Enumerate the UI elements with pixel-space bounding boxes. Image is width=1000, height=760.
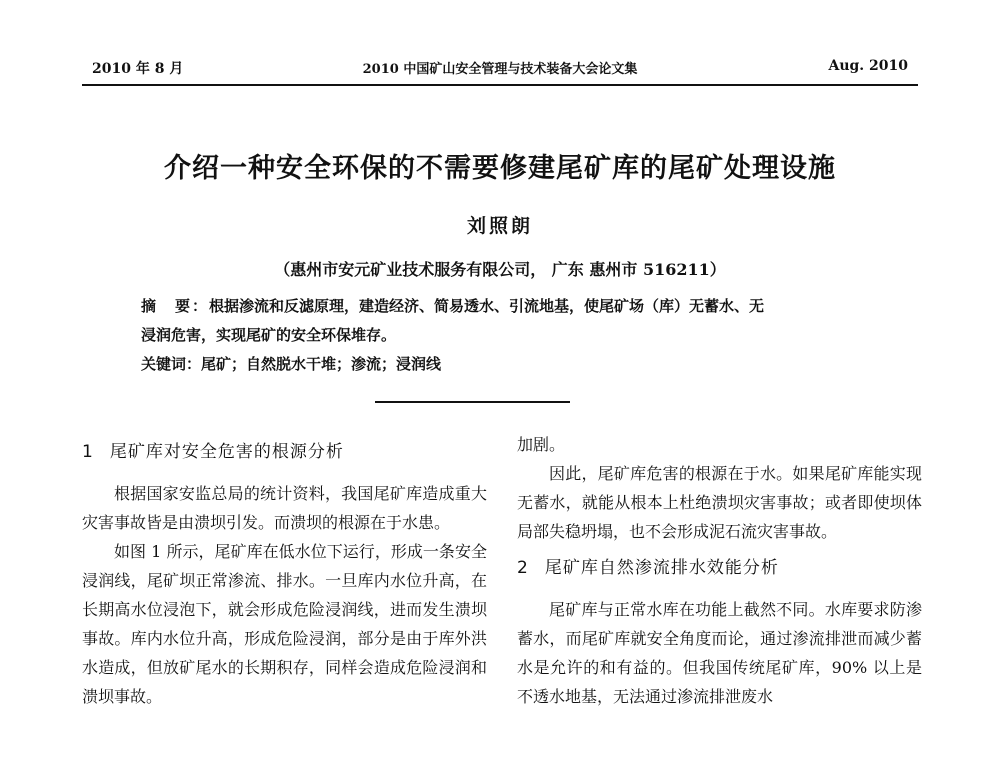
section-1-title: 尾矿库对安全危害的根源分析 xyxy=(109,442,344,462)
section-2-paragraph-1: 尾矿库与正常水库在功能上截然不同。水库要求防渗蓄水，而尾矿库就安全角度而论，通过渗流排泄而减少蓄水是允许的和有益的。但我国传统尾矿库，90% 以上是不透水地基，无法通过渗流排泄废水 xyxy=(517,600,922,706)
header-rule xyxy=(82,84,918,86)
abstract-label: 摘 要： xyxy=(141,297,210,315)
header-proceedings-title: 2010 中国矿山安全管理与技术装备大会论文集 xyxy=(362,62,638,77)
keywords-text: 尾矿；自然脱水干堆；渗流；浸润线 xyxy=(201,355,442,373)
section-2-heading xyxy=(517,554,922,583)
continuation-text: 加剧。 xyxy=(517,435,566,454)
abstract-text-2: 浸润危害，实现尾矿的安全环保堆存。 xyxy=(141,326,397,344)
left-column xyxy=(82,430,487,711)
header-date: 2010 年 8 月 xyxy=(92,61,184,77)
right-column xyxy=(517,430,922,711)
keywords-line xyxy=(141,350,861,379)
section-2-title: 尾矿库自然渗流排水效能分析 xyxy=(544,558,779,578)
author-affiliation: （惠州市安元矿业技术服务有限公司， 广东 惠州市 516211） xyxy=(274,260,726,279)
section-1-heading xyxy=(82,438,487,467)
abstract-text-1: 根据渗流和反滤原理，建造经济、简易透水、引流地基，使尾矿场（库）无蓄水、无 xyxy=(209,297,765,315)
abstract-line-1 xyxy=(141,292,861,321)
keywords-label: 关键词： xyxy=(141,355,202,373)
abstract-block xyxy=(141,292,861,379)
abstract-divider xyxy=(375,401,570,403)
running-head xyxy=(92,58,908,82)
section-2-number: 2 xyxy=(517,558,529,578)
abstract-line-2 xyxy=(141,321,861,350)
right-paragraph-1: 因此，尾矿库危害的根源在于水。如果尾矿库能实现无蓄水，就能从根本上杜绝溃坝灾害事故；或者即使坝体局部失稳坍塌，也不会形成泥石流灾害事故。 xyxy=(517,464,922,541)
author-name: 刘照朗 xyxy=(466,215,533,237)
section-1-paragraph-2: 如图 1 所示，尾矿库在低水位下运行，形成一条安全浸润线，尾矿坝正常渗流、排水。一旦库内水位升高，在长期高水位浸泡下，就会形成危险浸润线，进而发生溃坝事故。库内水位升高，形成危险浸润，部分是由于库外洪水造成，但放矿尾水的长期积存，同样会造成危险浸润和溃坝事故。 xyxy=(82,542,487,706)
header-date-english: Aug. 2010 xyxy=(828,58,908,74)
section-1-number: 1 xyxy=(82,442,94,462)
paper-title: 介绍一种安全环保的不需要修建尾矿库的尾矿处理设施 xyxy=(164,153,836,184)
section-1-paragraph-1: 根据国家安监总局的统计资料，我国尾矿库造成重大灾害事故皆是由溃坝引发。而溃坝的根源在于水患。 xyxy=(82,484,487,532)
